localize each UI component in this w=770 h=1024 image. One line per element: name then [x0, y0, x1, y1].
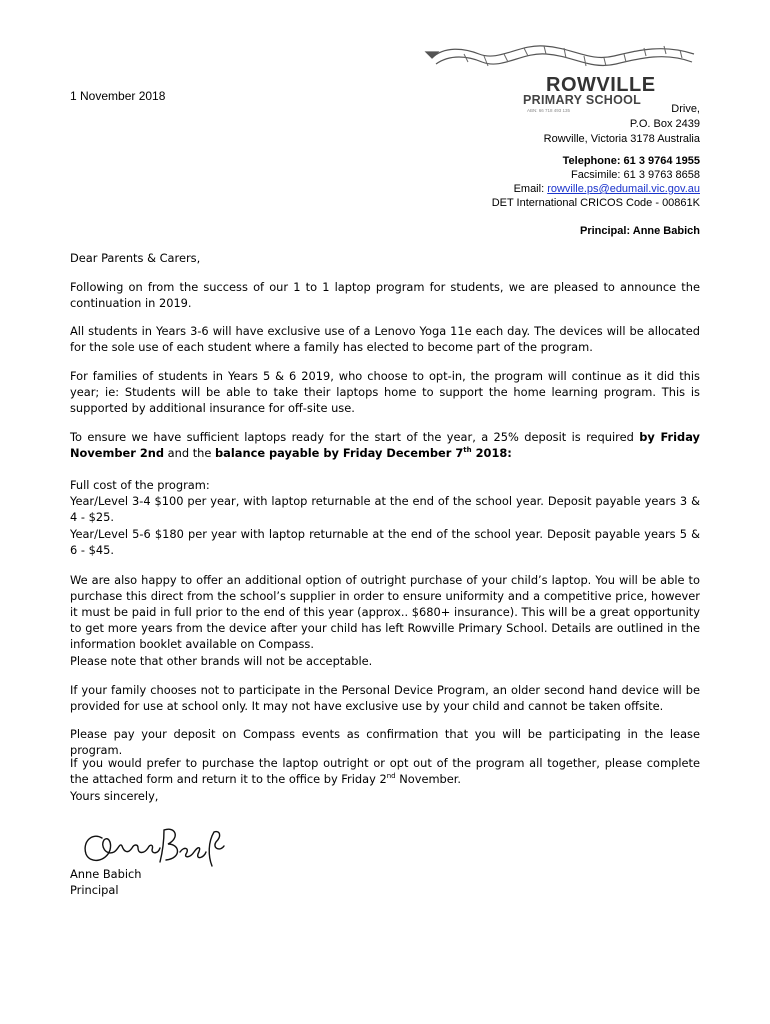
p4-balance-text: balance payable by Friday December 7 [215, 446, 464, 460]
address-city: Rowville, Victoria 3178 Australia [543, 133, 700, 145]
contact-facsimile: Facsimile: 61 3 9763 8658 [570, 169, 700, 181]
signatory-title: Principal [70, 883, 119, 897]
cost-heading: Full cost of the program: [70, 478, 210, 492]
signature [80, 816, 230, 872]
p4-balance [215, 446, 512, 460]
paragraph-3: For families of students in Years 5 & 6 2019, who choose to opt-in, the program will continue as it did this year; ie: Students will be able to take their laptops home to support the home learning program. This is supported by additional insurance for off-site use. [70, 369, 700, 415]
signatory-name: Anne Babich [70, 867, 142, 881]
contact-principal: Principal: Anne Babich [579, 225, 700, 237]
contact-telephone: Telephone: 61 3 9764 1955 [562, 155, 700, 167]
address-po-box: P.O. Box 2439 [629, 118, 700, 130]
paragraph-5: We are also happy to offer an additional option of outright purchase of your child’s laptop. You will be able to purchase this direct from the school’s supplier in order to ensure uniformity and a competitive price, however it must be paid in full prior to the end of this year (approx.. $680+ insurance). This will be a great opportunity to get more years from the device after your child has left Rowville Primary School. Details are outlined in the information booklet available on Compass. [70, 573, 700, 651]
paragraph-8 [70, 755, 700, 787]
email-link[interactable]: rowville.ps@edumail.vic.gov.au [547, 183, 700, 195]
contact-email-line [514, 182, 700, 197]
closing: Yours sincerely, [70, 789, 159, 803]
address-street: Drive, [671, 103, 700, 115]
p4-text-c: and the [164, 446, 216, 460]
salutation: Dear Parents & Carers, [70, 251, 201, 265]
contact-cricos: DET International CRICOS Code - 00861K [491, 197, 700, 209]
paragraph-2: All students in Years 3-6 will have exclusive use of a Lenovo Yoga 11e each day. The devices will be allocated for the sole use of each student where a family has elected to become part of the program. [70, 324, 700, 354]
paragraph-1: Following on from the success of our 1 to 1 laptop program for students, we are pleased to announce the continuation in 2019. [70, 280, 700, 310]
school-abn: ABN: 66 718 493 135 [527, 108, 571, 113]
paragraph-7: Please pay your deposit on Compass events as confirmation that you will be participating in the lease program. [70, 727, 700, 757]
p4-balance-year: 2018: [471, 446, 512, 460]
paragraph-5-note: Please note that other brands will not be acceptable. [70, 654, 373, 668]
p8-text-a: If you would prefer to purchase the laptop outright or opt out of the program all together, please complete the attached form and return it to the office by Friday 2 [70, 756, 700, 786]
p8-text-b: November. [395, 772, 462, 786]
school-name: ROWVILLE [546, 74, 656, 96]
paragraph-4 [70, 429, 700, 461]
school-subtitle: PRIMARY SCHOOL [523, 93, 642, 107]
p8-sup: nd [386, 772, 396, 781]
cost-line-2: Year/Level 5-6 $180 per year with laptop returnable at the end of the school year. Deposit payable years 5 & 6 - $45. [70, 527, 700, 557]
email-label: Email: [513, 183, 548, 195]
p4-deposit-date: by Friday November 2nd [70, 430, 700, 460]
p4-balance-sup: th [463, 446, 472, 455]
letter-date: 1 November 2018 [70, 89, 166, 103]
cost-line-1: Year/Level 3-4 $100 per year, with laptop returnable at the end of the school year. Deposit payable years 3 & 4 - $25. [70, 494, 700, 524]
p4-text-a: To ensure we have sufficient laptops ready for the start of the year, a 25% deposit is required [70, 430, 640, 444]
paragraph-6: If your family chooses not to participate in the Personal Device Program, an older second hand device will be provided for use at school only. It may not have exclusive use by your child and cannot be taken offsite. [70, 683, 700, 713]
